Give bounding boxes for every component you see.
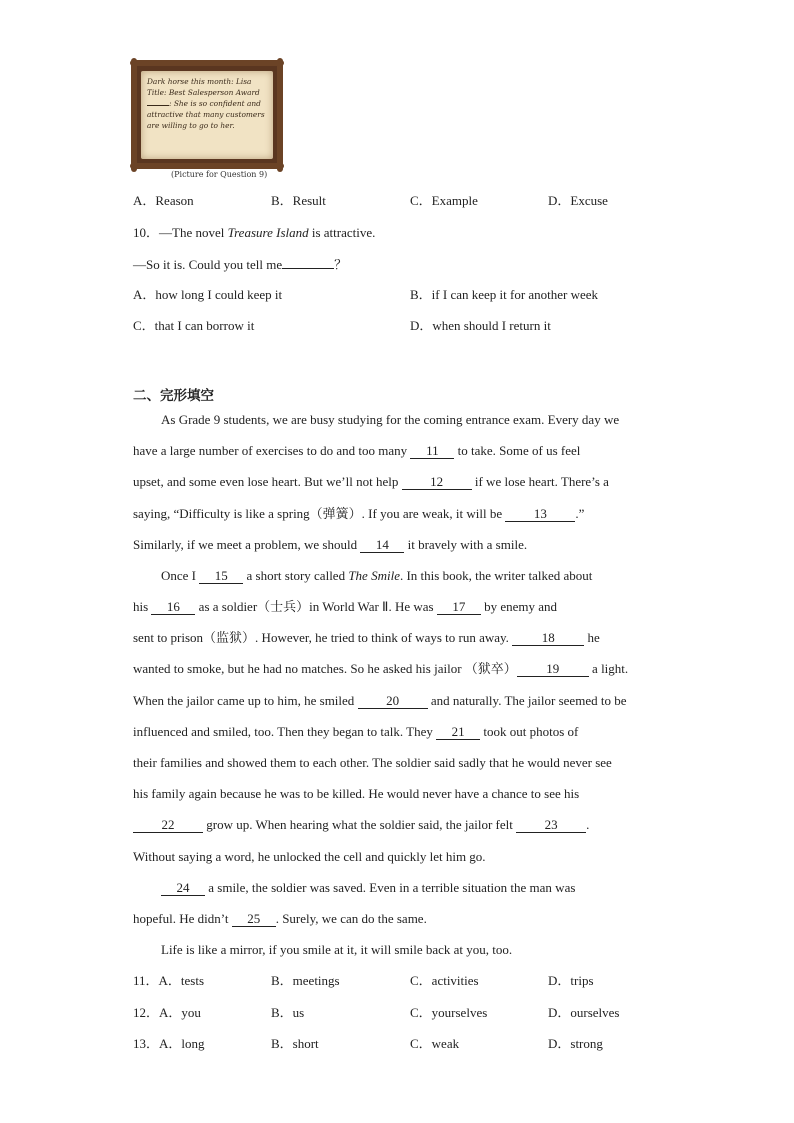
blank-20: 20 <box>358 694 428 709</box>
passage-line: Without saying a word, he unlocked the cell and quickly let him go. <box>133 849 486 864</box>
passage-line: Similarly, if we meet a problem, we should 14 it bravely with a smile. <box>133 537 528 552</box>
passage-line: influenced and smiled, too. Then they began to talk. They 21 took out photos of <box>133 724 579 739</box>
passage-line: 24 a smile, the soldier was saved. Even in a terrible situation the man was <box>161 880 575 896</box>
note-line: : She is so confident and <box>147 98 271 109</box>
blank-14: 14 <box>360 538 404 553</box>
q10-option-a: A．how long I could keep it <box>133 287 283 302</box>
note-line: Dark horse this month: Lisa <box>147 77 252 86</box>
q9-option-d: D．Excuse <box>548 193 608 208</box>
note-blank <box>147 99 169 106</box>
blank-18: 18 <box>512 631 584 646</box>
q11-option-b: B．meetings <box>271 973 340 988</box>
answer-blank <box>282 256 334 269</box>
q11-option-c: C．activities <box>410 973 479 988</box>
note-line: attractive that many customers <box>147 110 265 119</box>
q10-option-d: D．when should I return it <box>410 318 551 333</box>
q12-option-c: C．yourselves <box>410 1005 488 1020</box>
question-11: 11．A．tests <box>133 973 205 988</box>
passage-line: hopeful. He didn’t 25 . Surely, we can do the same. <box>133 911 427 926</box>
blank-22: 22 <box>133 818 203 833</box>
q10-option-c: C．that I can borrow it <box>133 318 255 333</box>
passage-line: his 16 as a soldier（士兵）in World War Ⅱ. He was 17 by enemy and <box>133 599 557 614</box>
blank-19: 19 <box>517 662 589 677</box>
q9-option-c: C．Example <box>410 193 478 208</box>
passage-line: Once I 15 a short story called The Smile. In this book, the writer talked about <box>161 568 593 583</box>
passage-line: upset, and some even lose heart. But we’ll not help 12 if we lose heart. There’s a <box>133 474 609 489</box>
award-note <box>147 76 271 131</box>
question-13: 13．A．long <box>133 1036 205 1051</box>
blank-15: 15 <box>199 569 243 584</box>
passage-line: sent to prison（监狱）. However, he tried to think of ways to run away. 18 he <box>133 630 600 645</box>
passage-line: his family again because he was to be killed. He would never have a chance to see his <box>133 786 580 801</box>
q12-option-d: D．ourselves <box>548 1005 620 1020</box>
q9-option-b: B．Result <box>271 193 326 208</box>
q9-option-a: A．Reason <box>133 193 194 208</box>
passage-line: their families and showed them to each other. The soldier said sadly that he would never see <box>133 755 612 770</box>
q10-option-b: B．if I can keep it for another week <box>410 287 599 302</box>
question-12: 12．A．you <box>133 1005 201 1020</box>
blank-12: 12 <box>402 475 472 490</box>
passage-line: saying, “Difficulty is like a spring（弹簧）. If you are weak, it will be 13 .” <box>133 506 585 521</box>
picture-caption: (Picture for Question 9) <box>171 170 268 179</box>
note-line: are willing to go to her. <box>147 121 235 130</box>
passage-line: have a large number of exercises to do and too many 11 to take. Some of us feel <box>133 443 581 458</box>
blank-25: 25 <box>232 912 276 927</box>
blank-16: 16 <box>151 600 195 615</box>
passage-line: 22 grow up. When hearing what the soldier said, the jailor felt 23 . <box>133 817 589 833</box>
q13-option-d: D．strong <box>548 1036 603 1051</box>
q13-option-c: C．weak <box>410 1036 460 1051</box>
q10-line-2: —So it is. Could you tell me ？ <box>133 257 348 272</box>
passage-line: wanted to smoke, but he had no matches. So he asked his jailor （狱卒） 19 a light. <box>133 661 629 676</box>
q12-option-b: B．us <box>271 1005 305 1020</box>
passage-line: When the jailor came up to him, he smiled 20 and naturally. The jailor seemed to be <box>133 693 627 708</box>
section-title: 二、完形填空 <box>133 388 214 404</box>
passage-line: As Grade 9 students, we are busy studying for the coming entrance exam. Every day we <box>161 412 620 427</box>
blank-24: 24 <box>161 881 205 896</box>
question-9-picture <box>133 62 285 182</box>
q10-line-1: 10．—The novel Treasure Island is attractive. <box>133 225 376 240</box>
q13-option-b: B．short <box>271 1036 319 1051</box>
blank-17: 17 <box>437 600 481 615</box>
passage-line: Life is like a mirror, if you smile at it, it will smile back at you, too. <box>161 942 513 957</box>
blank-11: 11 <box>410 444 454 459</box>
blank-13: 13 <box>505 507 575 522</box>
q11-option-d: D．trips <box>548 973 594 988</box>
blank-23: 23 <box>516 818 586 833</box>
blank-21: 21 <box>436 725 480 740</box>
note-line: Title: Best Salesperson Award <box>147 88 260 97</box>
